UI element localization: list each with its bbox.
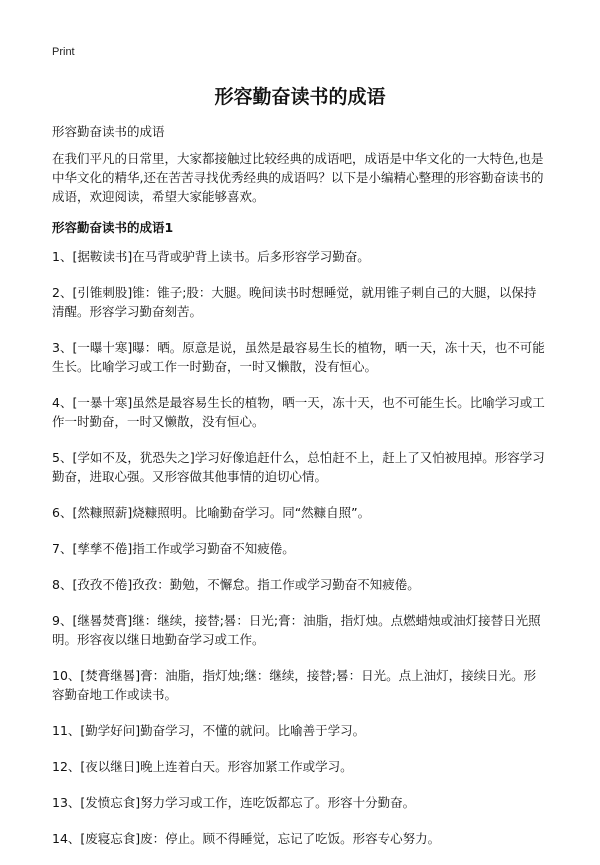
list-item: 7、[孳孳不倦]指工作或学习勤奋不知疲倦。 <box>52 541 295 556</box>
print-label: Print <box>52 46 75 58</box>
idiom-list <box>52 247 548 865</box>
intro-paragraph: 在我们平凡的日常里，大家都接触过比较经典的成语吧，成语是中华文化的一大特色,也是中华文化的精华,还在苦苦寻找优秀经典的成语吗？以下是小编精心整理的形容勤奋读书的成语，欢迎阅读，希望大家能够喜欢。 <box>52 151 544 204</box>
section-heading: 形容勤奋读书的成语1 <box>52 220 174 235</box>
list-item: 1、[据鞍读书]在马背或驴背上读书。后多形容学习勤奋。 <box>52 249 370 264</box>
list-item: 8、[孜孜不倦]孜孜：勤勉，不懈怠。指工作或学习勤奋不知疲倦。 <box>52 577 420 592</box>
list-item: 2、[引锥刺股]锥：锥子;股：大腿。晚间读书时想睡觉，就用锥子刺自己的大腿，以保持清醒。形容学习勤奋刻苦。 <box>52 285 537 319</box>
list-item: 11、[勤学好问]勤奋学习，不懂的就问。比喻善于学习。 <box>52 723 366 738</box>
list-item: 13、[发愤忘食]努力学习或工作，连吃饭都忘了。形容十分勤奋。 <box>52 795 416 810</box>
list-item: 6、[然糠照薪]烧糠照明。比喻勤奋学习。同“然糠自照”。 <box>52 505 371 520</box>
list-item: 12、[夜以继日]晚上连着白天。形容加紧工作或学习。 <box>52 759 353 774</box>
list-item: 10、[焚膏继晷]膏：油脂，指灯烛;继：继续，接替;晷：日光。点上油灯，接续日光。形容勤奋地工作或读书。 <box>52 668 537 702</box>
page-title: 形容勤奋读书的成语 <box>214 86 386 108</box>
list-item: 4、[一暴十寒]虽然是最容易生长的植物，晒一天，冻十天，也不可能生长。比喻学习或工作一时勤奋，一时又懒散，没有恒心。 <box>52 395 545 429</box>
subtitle: 形容勤奋读书的成语 <box>52 124 165 139</box>
list-item: 5、[学如不及，犹恐失之]学习好像追赶什么，总怕赶不上，赶上了又怕被甩掉。形容学习勤奋，进取心强。又形容做其他事情的迫切心情。 <box>52 450 545 484</box>
list-item: 14、[废寝忘食]废：停止。顾不得睡觉，忘记了吃饭。形容专心努力。 <box>52 831 441 846</box>
list-item: 3、[一曝十寒]曝：晒。原意是说，虽然是最容易生长的植物，晒一天，冻十天，也不可能生长。比喻学习或工作一时勤奋，一时又懒散，没有恒心。 <box>52 340 545 374</box>
list-item: 9、[继晷焚膏]继：继续，接替;晷：日光;膏：油脂，指灯烛。点燃蜡烛或油灯接替日光照明。形容夜以继日地勤奋学习或工作。 <box>52 613 541 647</box>
